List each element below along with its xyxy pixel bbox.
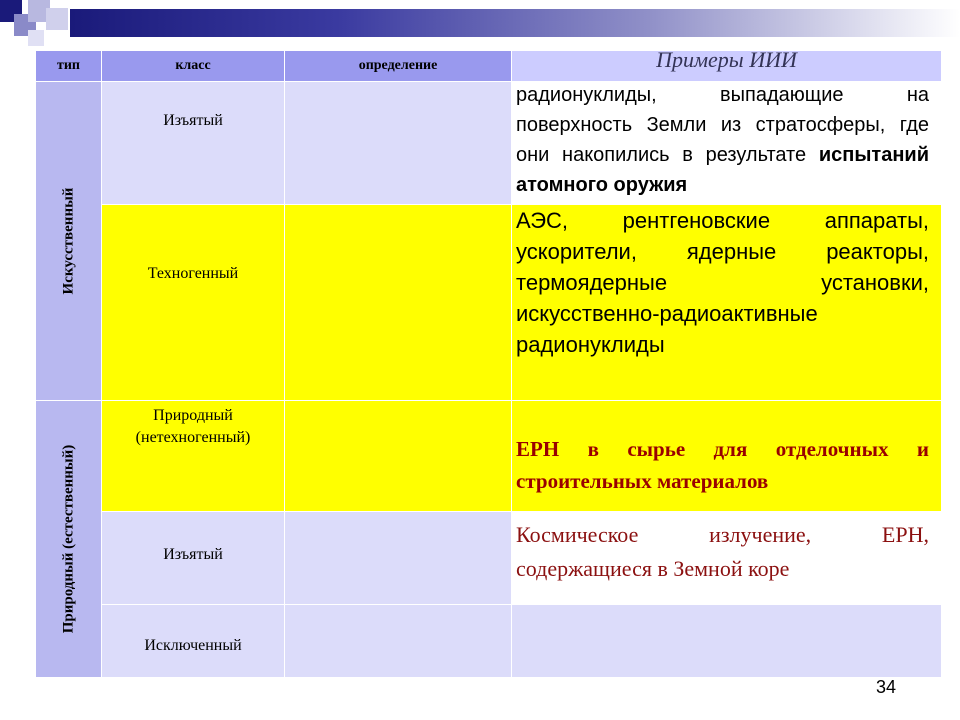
- class-label: Изъятый: [163, 546, 223, 563]
- table-row: [36, 82, 942, 205]
- header-band: [70, 9, 960, 37]
- header-examples: Примеры ИИИ: [512, 51, 942, 82]
- definition-cell: [285, 205, 512, 401]
- table-row: [36, 512, 942, 605]
- table-row: [36, 605, 942, 678]
- class-cell: [102, 82, 285, 205]
- definition-cell: [285, 605, 512, 678]
- classification-table: [35, 47, 942, 678]
- class-cell: [102, 605, 285, 678]
- header-type: тип: [36, 51, 102, 82]
- class-cell: [102, 205, 285, 401]
- examples-cell: [512, 401, 942, 512]
- class-label: Природный (нетехногенный): [135, 407, 251, 446]
- definition-cell: [285, 401, 512, 512]
- type-label: Искусственный: [60, 187, 76, 295]
- class-label: Исключенный: [144, 637, 242, 654]
- examples-cell: [512, 605, 942, 678]
- header-definition: определение: [285, 51, 512, 82]
- examples-text: АЭС, рентгеновские аппараты, ускорители, ядерные реакторы, термоядерные установки, искусственно-радиоактивные радионуклиды: [516, 208, 929, 357]
- examples-bold: испытаний атомного оружия: [516, 144, 929, 196]
- examples-text: Космическое излучение, ЕРН, содержащиеся в Земной коре: [516, 522, 929, 581]
- table-row: [36, 401, 942, 512]
- type-cell-artificial: [36, 82, 102, 401]
- table-header-row: [36, 51, 942, 82]
- class-cell: [102, 512, 285, 605]
- class-label: Изъятый: [163, 112, 223, 129]
- type-label: Природный (естественный): [60, 444, 76, 634]
- header-class: класс: [102, 51, 285, 82]
- examples-cell: [512, 205, 942, 401]
- class-cell: [102, 401, 285, 512]
- definition-cell: [285, 512, 512, 605]
- examples-text: [516, 80, 929, 200]
- definition-cell: [285, 82, 512, 205]
- examples-text: ЕРН в сырье для отделочных и строительных материалов: [516, 437, 929, 493]
- examples-cell: [512, 82, 942, 205]
- table-row: [36, 205, 942, 401]
- examples-plain: радионуклиды, выпадающие на поверхность Земли из стратосферы, где они накопились в результате: [516, 84, 929, 166]
- examples-cell: [512, 512, 942, 605]
- page-number: 34: [876, 677, 897, 697]
- class-label: Техногенный: [147, 265, 239, 282]
- type-cell-natural: [36, 401, 102, 678]
